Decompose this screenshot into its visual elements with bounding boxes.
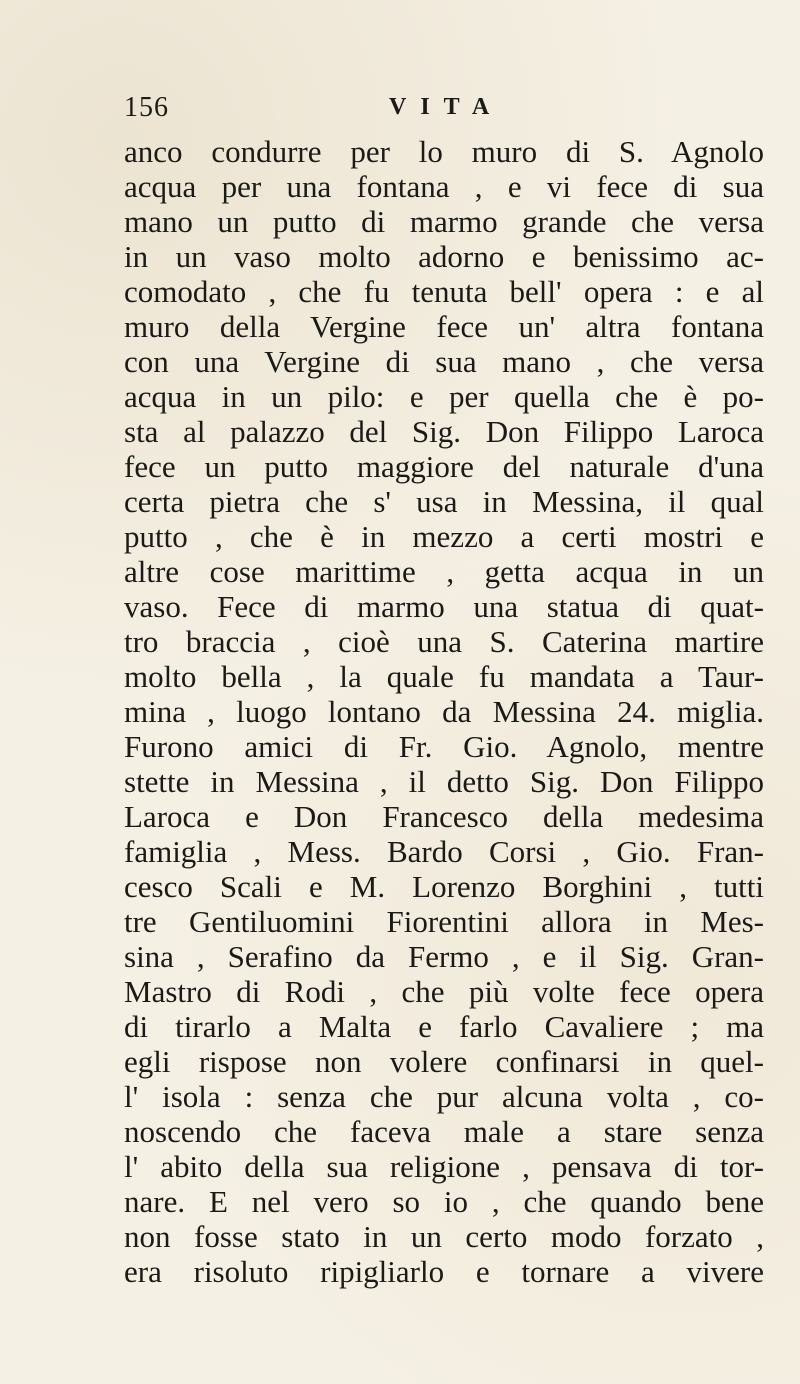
text-line: mina , luogo lontano da Messina 24. miglia.: [124, 694, 764, 729]
text-line: nare. E nel vero so io , che quando bene: [124, 1184, 764, 1219]
text-line: altre cose marittime , getta acqua in un: [124, 554, 764, 589]
text-line: noscendo che faceva male a stare senza: [124, 1114, 764, 1149]
text-line: l' abito della sua religione , pensava di tor-: [124, 1149, 764, 1184]
text-line: sina , Serafino da Fermo , e il Sig. Gran-: [124, 939, 764, 974]
text-line: tro braccia , cioè una S. Caterina martire: [124, 624, 764, 659]
page-number: 156: [124, 92, 169, 123]
text-line: acqua per una fontana , e vi fece di sua: [124, 169, 764, 204]
text-line: in un vaso molto adorno e benissimo ac-: [124, 239, 764, 274]
text-line: acqua in un pilo: e per quella che è po-: [124, 379, 764, 414]
text-line: fece un putto maggiore del naturale d'una: [124, 449, 764, 484]
text-line: sta al palazzo del Sig. Don Filippo Laroca: [124, 414, 764, 449]
text-line: non fosse stato in un certo modo forzato ,: [124, 1219, 764, 1254]
text-line: vaso. Fece di marmo una statua di quat-: [124, 589, 764, 624]
text-line: mano un putto di marmo grande che versa: [124, 204, 764, 239]
text-line: con una Vergine di sua mano , che versa: [124, 344, 764, 379]
text-line: Laroca e Don Francesco della medesima: [124, 799, 764, 834]
text-line: l' isola : senza che pur alcuna volta , co-: [124, 1079, 764, 1114]
text-line: Furono amici di Fr. Gio. Agnolo, mentre: [124, 729, 764, 764]
text-line: cesco Scali e M. Lorenzo Borghini , tutti: [124, 869, 764, 904]
text-line: putto , che è in mezzo a certi mostri e: [124, 519, 764, 554]
text-line: muro della Vergine fece un' altra fontana: [124, 309, 764, 344]
running-title: VITA: [389, 94, 504, 120]
text-line: anco condurre per lo muro di S. Agnolo: [124, 134, 764, 169]
body-text: [124, 134, 764, 1289]
text-line: comodato , che fu tenuta bell' opera : e al: [124, 274, 764, 309]
text-line: certa pietra che s' usa in Messina, il qual: [124, 484, 764, 519]
running-head: [124, 92, 684, 126]
text-line: era risoluto ripigliarlo e tornare a vivere: [124, 1254, 764, 1289]
text-line: molto bella , la quale fu mandata a Taur-: [124, 659, 764, 694]
text-line: di tirarlo a Malta e farlo Cavaliere ; ma: [124, 1009, 764, 1044]
text-line: Mastro di Rodi , che più volte fece opera: [124, 974, 764, 1009]
text-line: famiglia , Mess. Bardo Corsi , Gio. Fran-: [124, 834, 764, 869]
text-line: tre Gentiluomini Fiorentini allora in Mes-: [124, 904, 764, 939]
text-line: egli rispose non volere confinarsi in quel-: [124, 1044, 764, 1079]
text-line: stette in Messina , il detto Sig. Don Filippo: [124, 764, 764, 799]
